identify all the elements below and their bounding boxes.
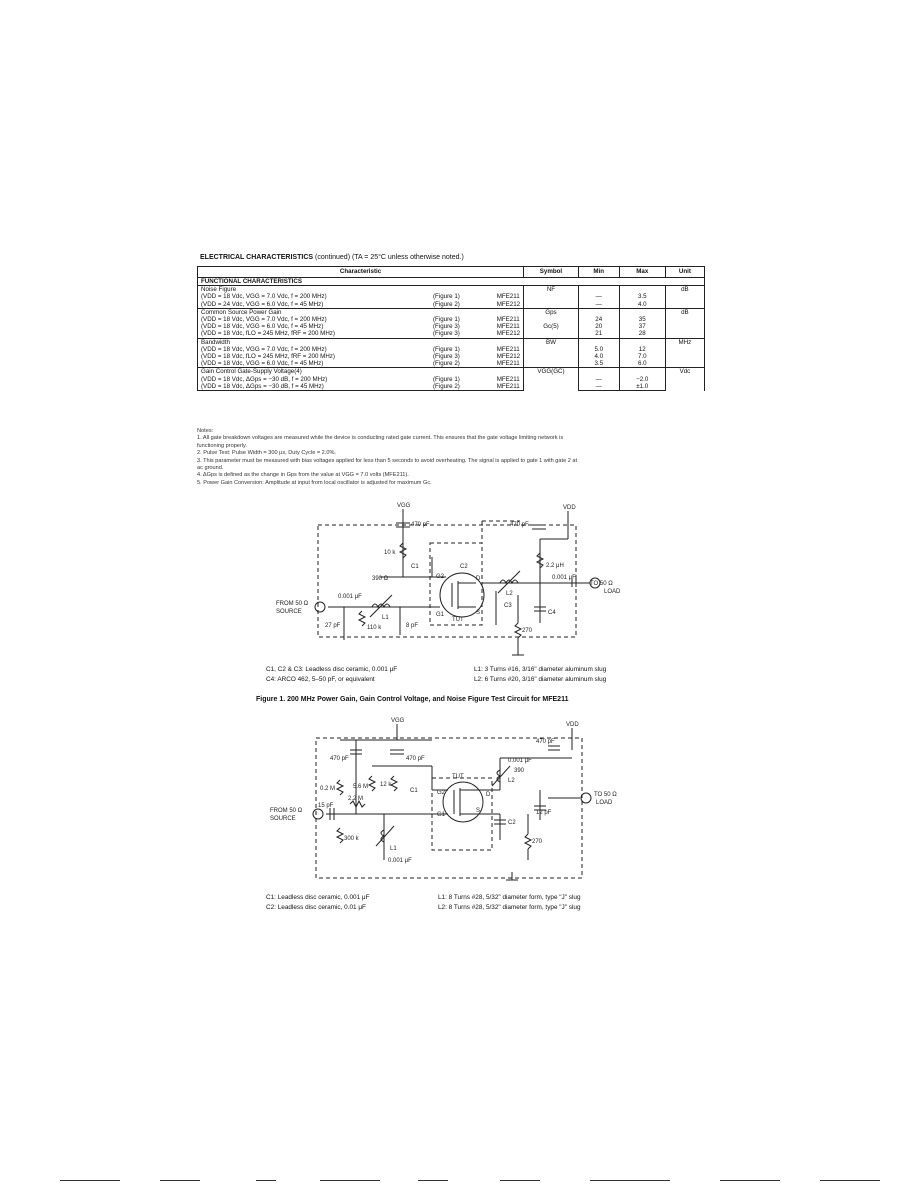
group-unit: Vdc <box>665 368 704 391</box>
cell-part: MFE212 <box>496 353 521 361</box>
footer-rule <box>418 1180 448 1181</box>
col-unit: Unit <box>665 267 704 278</box>
cell-fig: (Figure 3) <box>433 353 460 361</box>
table-row <box>198 353 705 360</box>
fig2-label-c15: 15 pF <box>318 803 334 809</box>
cell-max: 3.5 <box>619 293 665 300</box>
fig2-label-r12k: 12 k <box>380 782 392 788</box>
fig1-legend-l1: L1: 3 Turns #16, 3/16" diameter aluminum slug <box>474 666 607 673</box>
cell-min: 24 <box>578 316 619 323</box>
figure1-schematic <box>0 495 918 660</box>
table-title-rest: (continued) (TA = 25°C unless otherwise noted.) <box>315 254 464 261</box>
col-symbol: Symbol <box>524 267 579 278</box>
cell-part: MFE211 <box>496 293 520 301</box>
cell-fig: (Figure 3) <box>433 323 460 331</box>
footer-rule <box>60 1180 120 1181</box>
cell-min: 5.0 <box>578 346 619 353</box>
fig1-label-c470b: 470 pF <box>510 522 529 528</box>
cell-max: 28 <box>619 330 665 338</box>
note-item: functioning properly. <box>197 442 247 449</box>
fig1-label-c1: C1 <box>411 564 419 570</box>
fig1-label-g1: G1 <box>436 612 445 618</box>
cell-max: 4.0 <box>619 301 665 309</box>
footer-rule <box>500 1180 540 1181</box>
cell-part: MFE212 <box>496 330 521 338</box>
fig1-label-cin: 0.001 μF <box>338 594 362 600</box>
footer-rule <box>720 1180 780 1181</box>
fig2-label-r270: 270 <box>532 839 543 845</box>
group-label: Noise Figure <box>198 286 524 294</box>
fig2-label-r22m: 2.2 M <box>348 796 364 802</box>
cell-cond: (VDD = 18 Vdc, VGG = 6.0 Vdc, f = 45 MHz) <box>201 360 324 368</box>
fig2-label-g2: G2 <box>437 790 446 796</box>
fig2-label-l2: L2 <box>508 778 515 784</box>
fig1-label-tut: TUT <box>452 617 464 623</box>
table-row <box>198 323 705 330</box>
fig1-label-r10k: 10 k <box>384 550 396 556</box>
note-item: ac ground. <box>197 465 224 472</box>
fig2-r02m <box>337 780 343 795</box>
fig2-legend-l1: L1: 8 Turns #28, 5/32" diameter form, type "J" slug <box>438 894 581 901</box>
cell-cond: (VDD = 18 Vdc, fLO = 245 MHz, fRF = 200 MHz) <box>201 330 335 338</box>
fig2-label-tut: TUT <box>452 774 464 780</box>
cell-min: 20 <box>578 323 619 330</box>
table-row <box>198 376 705 383</box>
fig2-label-vdd: VDD <box>566 722 579 728</box>
fig1-label-cout: 0.001 μF <box>552 575 576 581</box>
col-max: Max <box>619 267 665 278</box>
fig1-label-l1: L1 <box>382 615 389 621</box>
fig2-label-r300k: 300 k <box>344 836 359 842</box>
cell-cond: (VDD = 18 Vdc, VGG = 6.0 Vdc, f = 45 MHz) <box>201 323 324 331</box>
fig1-input-connector <box>315 602 325 612</box>
cell-max: 6.0 <box>619 360 665 368</box>
fig1-label-g2: G2 <box>436 574 445 580</box>
fig2-label-c12: 12 pF <box>536 810 552 816</box>
cell-part: MFE211 <box>496 323 520 331</box>
fig1-label-c470a: 470 pF <box>411 522 430 528</box>
group-unit: dB <box>665 286 704 309</box>
cell-cond: (VDD = 24 Vdc, VGG = 6.0 Vdc, f = 45 MHz) <box>201 300 324 308</box>
fig2-r12k <box>391 776 397 791</box>
group-label: Bandwidth <box>198 338 524 346</box>
fig1-label-to: TO 50 Ω <box>590 581 613 587</box>
note-item: 2. Pulse Test: Pulse Width = 300 μs, Duty Cycle = 2.0%. <box>197 450 336 457</box>
fig1-legend-c4: C4: ARCO 462, 5–50 pF, or equivalent <box>266 676 375 683</box>
fig2-input-connector <box>313 809 323 819</box>
figure2-schematic <box>0 710 918 890</box>
cell-part: MFE211 <box>496 360 520 368</box>
cell-cond: (VDD = 18 Vdc, VGG = 7.0 Vdc, f = 200 MHz) <box>201 293 327 301</box>
cell-min: — <box>578 293 619 300</box>
col-characteristic: Characteristic <box>198 267 524 278</box>
fig2-label-r390: 390 <box>514 768 525 774</box>
table-row <box>198 301 705 309</box>
fig1-label-r270: 270 <box>522 628 533 634</box>
cell-min: 3.5 <box>578 360 619 368</box>
fig1-label-c8: 8 pF <box>406 623 419 629</box>
table-row <box>198 338 705 346</box>
note-item: 1. All gate breakdown voltages are measured while the device is conducting rated gate current. This ensures that the gate voltage limiting network is <box>197 435 564 442</box>
note-item: 5. Power Gain Conversion: Amplitude at input from local oscillator is adjusted for maximum Gc. <box>197 479 432 486</box>
fig1-r270 <box>515 623 521 638</box>
footer-rule <box>590 1180 670 1181</box>
cell-max: ±1.0 <box>619 383 665 391</box>
group-unit: MHz <box>665 338 704 368</box>
fig2-r300k <box>337 828 343 843</box>
table-row <box>198 330 705 338</box>
table-row <box>198 308 705 316</box>
group-symbol: Gps <box>545 308 557 316</box>
section-label: FUNCTIONAL CHARACTERISTICS <box>198 278 705 286</box>
fig1-legend-c123: C1, C2 & C3: Leadless disc ceramic, 0.001 μF <box>266 666 398 673</box>
cell-part: MFE211 <box>496 345 520 353</box>
cell-min: 4.0 <box>578 353 619 360</box>
fig1-legend-l2: L2: 6 Turns #20, 3/16" diameter aluminum slug <box>474 676 607 683</box>
fig2-label-l1: L1 <box>390 846 397 852</box>
cell-fig: (Figure 1) <box>433 316 460 324</box>
table-title <box>200 254 464 261</box>
fig1-label-l2: L2 <box>506 591 513 597</box>
cell-part: MFE211 <box>496 382 520 390</box>
cell-cond: (VDD = 18 Vdc, ΔGps = −30 dB, f = 45 MHz) <box>201 382 324 390</box>
note-item: 3. This parameter must be measured with bias voltages applied for less than 5 seconds to avoid overheating. The signal is applied to gate 1 with gate 2 at <box>197 457 578 464</box>
fig2-label-c470a: 470 pF <box>330 756 349 762</box>
cell-min: — <box>578 383 619 391</box>
group-label: Gain Control Gate-Supply Voltage(4) <box>198 368 524 376</box>
table-row <box>198 360 705 368</box>
fig1-label-c4: C4 <box>548 610 556 616</box>
cell-cond: (VDD = 18 Vdc, fLO = 245 MHz, fRF = 200 MHz) <box>201 353 335 361</box>
cell-fig: (Figure 3) <box>433 330 460 338</box>
table-header-row <box>198 267 705 278</box>
fig2-label-vgg: VGG <box>391 718 405 724</box>
note-item: 4. ΔGps is defined as the change in Gps from the value at VGG = 7.0 volts (MFE211). <box>197 472 409 479</box>
cell-min: — <box>578 376 619 383</box>
fig2-legend-l2: L2: 8 Turns #28, 5/32" diameter form, type "J" slug <box>438 904 581 911</box>
group-label: Common Source Power Gain <box>198 308 524 316</box>
cell-fig: (Figure 1) <box>433 293 460 301</box>
fig1-label-vgg: VGG <box>397 503 411 509</box>
cell-part: MFE211 <box>496 316 520 324</box>
fig1-label-s: S <box>476 610 481 616</box>
cell-max: 7.0 <box>619 353 665 360</box>
fig2-r270 <box>525 834 531 849</box>
fig2-label-r56m: 5.6 M <box>353 784 369 790</box>
fig2-label-s: S <box>476 808 481 814</box>
table-row <box>198 368 705 376</box>
fig2-r56m <box>369 776 375 791</box>
cell-min: 21 <box>578 330 619 338</box>
cell-fig: (Figure 1) <box>433 345 460 353</box>
footer-rule <box>820 1180 880 1181</box>
cell-fig: (Figure 1) <box>433 375 460 383</box>
cell-fig: (Figure 2) <box>433 360 460 368</box>
fig2-label-from: FROM 50 Ω <box>270 808 303 814</box>
cell-part: MFE211 <box>496 375 520 383</box>
fig2-label-c470c: 470 pF <box>536 739 555 745</box>
cell-max: 37 <box>619 323 665 330</box>
fig2-label-r02m: 0.2 M <box>320 786 336 792</box>
electrical-characteristics-table <box>197 266 705 391</box>
fig1-label-c27: 27 pF <box>325 623 341 629</box>
footer-rule <box>256 1180 276 1181</box>
fig2-label-ctop: 0.001 μF <box>508 758 532 764</box>
cell-cond: (VDD = 18 Vdc, VGG = 7.0 Vdc, f = 200 MHz) <box>201 345 327 353</box>
group-symbol-2: Gc(5) <box>543 323 559 331</box>
fig2-label-c470b: 470 pF <box>406 756 425 762</box>
cell-part: MFE212 <box>496 300 521 308</box>
fig1-label-r390: 390 Ω <box>372 576 389 582</box>
fig2-label-c1: C1 <box>410 788 418 794</box>
cell-fig: (Figure 2) <box>433 300 460 308</box>
cell-max: −2.0 <box>619 376 665 383</box>
cell-max: 12 <box>619 346 665 353</box>
group-symbol: BW <box>524 338 579 368</box>
fig1-label-c2: C2 <box>460 564 468 570</box>
fig1-label-d: D <box>476 576 481 582</box>
fig1-label-load: LOAD <box>604 589 621 595</box>
footer-rule <box>160 1180 200 1181</box>
fig1-label-l22: 2.2 μH <box>546 563 564 569</box>
fig1-label-source: SOURCE <box>276 609 302 615</box>
fig2-label-c0001: 0.001 μF <box>388 858 412 864</box>
fig2-label-source: SOURCE <box>270 816 296 822</box>
notes <box>197 428 717 487</box>
cell-fig: (Figure 2) <box>433 382 460 390</box>
fig1-label-c3: C3 <box>504 603 512 609</box>
group-symbol: VGG(GC) <box>524 368 579 391</box>
fig2-label-load: LOAD <box>596 800 613 806</box>
section-row <box>198 278 705 286</box>
fig1-caption: Figure 1. 200 MHz Power Gain, Gain Control Voltage, and Noise Figure Test Circuit for MFE211 <box>256 696 569 703</box>
fig2-label-d: D <box>486 792 491 798</box>
fig1-enclosure <box>318 525 576 637</box>
fig1-label-from: FROM 50 Ω <box>276 601 309 607</box>
table-row <box>198 316 705 323</box>
fig2-label-g1: G1 <box>437 812 446 818</box>
fig2-tut-circle <box>443 782 483 822</box>
notes-heading: Notes: <box>197 428 214 434</box>
fig2-legend-c1: C1: Leadless disc ceramic, 0.001 μF <box>266 894 370 901</box>
table-row <box>198 293 705 300</box>
fig1-r110k <box>359 611 365 626</box>
fig2-label-to: TO 50 Ω <box>594 792 617 798</box>
col-min: Min <box>578 267 619 278</box>
fig2-label-c2: C2 <box>508 820 516 826</box>
footer-rule <box>320 1180 380 1181</box>
cell-cond: (VDD = 18 Vdc, ΔGps = −30 dB, f = 200 MHz) <box>201 375 328 383</box>
fig1-label-r110k: 110 k <box>367 625 382 631</box>
fig1-label-vdd: VDD <box>563 505 576 511</box>
table-title-bold: ELECTRICAL CHARACTERISTICS <box>200 254 314 261</box>
table-row <box>198 346 705 353</box>
fig2-legend-c2: C2: Leadless disc ceramic, 0.01 μF <box>266 904 366 911</box>
cell-min: — <box>578 301 619 309</box>
table-row <box>198 383 705 391</box>
table-row <box>198 286 705 294</box>
group-unit: dB <box>665 308 704 338</box>
group-symbol: NF <box>524 286 579 309</box>
cell-cond: (VDD = 18 Vdc, VGG = 7.0 Vdc, f = 200 MHz) <box>201 316 327 324</box>
cell-max: 35 <box>619 316 665 323</box>
